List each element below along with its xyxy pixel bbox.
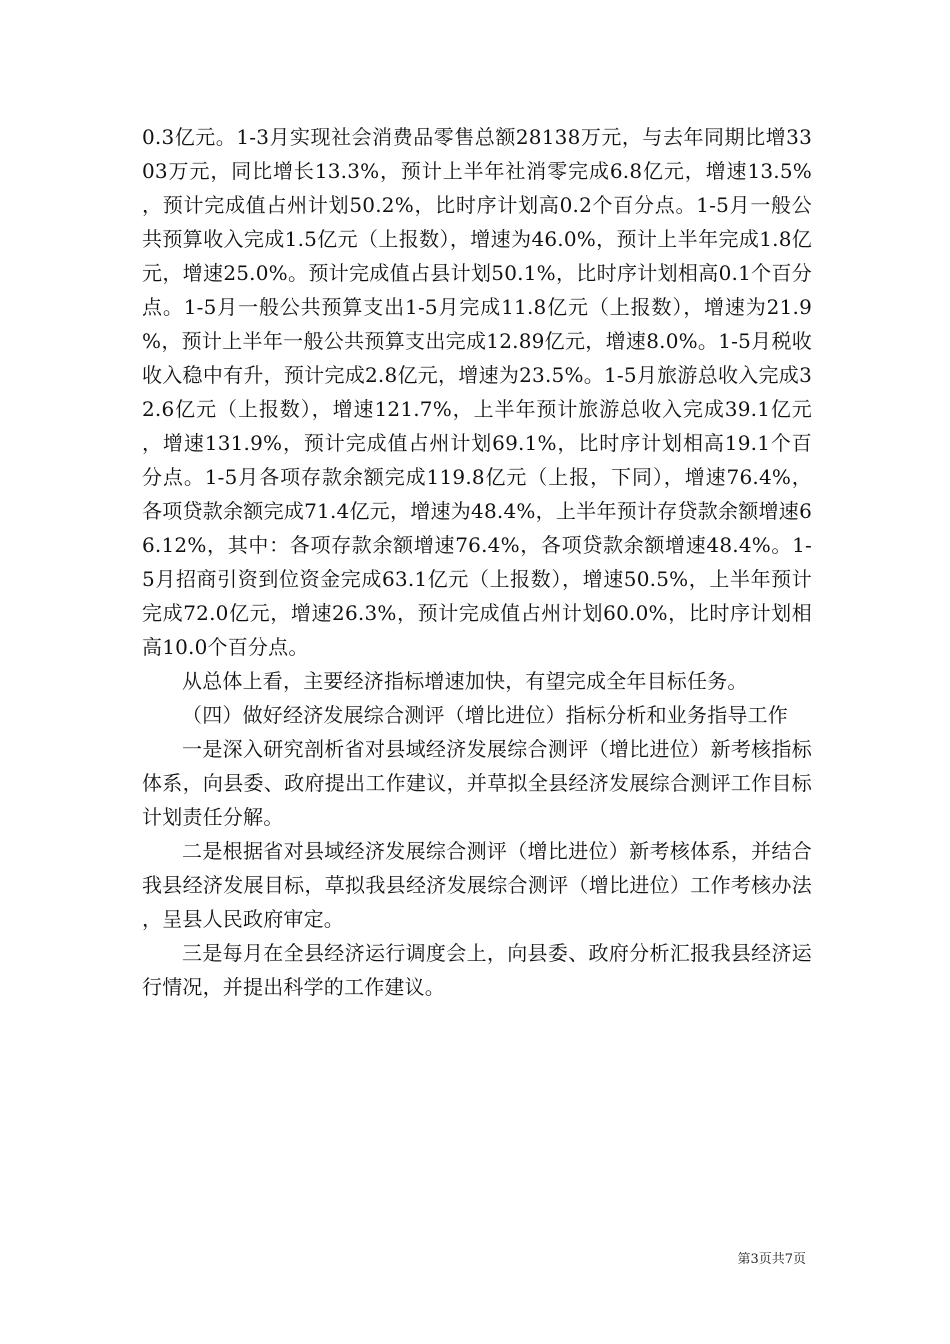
section-heading-4: （四）做好经济发展综合测评（增比进位）指标分析和业务指导工作 — [182, 703, 788, 727]
document-body — [142, 120, 812, 1004]
paragraph-item-1: 一是深入研究剖析省对县域经济发展综合测评（增比进位）新考核指标体系，向县委、政府提出工作建议，并草拟全县经济发展综合测评工作目标计划责任分解。 — [142, 737, 812, 829]
paragraph-item-3: 三是每月在全县经济运行调度会上，向县委、政府分析汇报我县经济运行情况，并提出科学的工作建议。 — [142, 941, 812, 999]
paragraph-economic-indicators: 0.3亿元。1-3月实现社会消费品零售总额28138万元，与去年同期比增3303万元，同比增长13.3%，预计上半年社消零完成6.8亿元，增速13.5%，预计完成值占州计划50.2%，比时序计划高0.2个百分点。1-5月一般公共预算收入完成1.5亿元（上报数），增速为46.0%，预计上半年完成1.8亿元，增速25.0%。预计完成值占县计划50.1%，比时序计划相高0.1个百分点。1-5月一般公共预算支出1-5月完成11.8亿元（上报数），增速为21.9%，预计上半年一般公共预算支出完成12.89亿元，增速8.0%。1-5月税收收入稳中有升，预计完成2.8亿元，增速为23.5%。1-5月旅游总收入完成32.6亿元（上报数），增速121.7%，上半年预计旅游总收入完成39.1亿元，增速131.9%，预计完成值占州计划69.1%，比时序计划相高19.1个百分点。1-5月各项存款余额完成119.8亿元（上报，下同），增速76.4%，各项贷款余额完成71.4亿元，增速为48.4%，上半年预计存贷款余额增速66.12%，其中：各项存款余额增速76.4%，各项贷款余额增速48.4%。1-5月招商引资到位资金完成63.1亿元（上报数），增速50.5%，上半年预计完成72.0亿元，增速26.3%，预计完成值占州计划60.0%，比时序计划相高10.0个百分点。 — [142, 125, 812, 659]
paragraph-item-2: 二是根据省对县域经济发展综合测评（增比进位）新考核体系，并结合我县经济发展目标，草拟我县经济发展综合测评（增比进位）工作考核办法，呈县人民政府审定。 — [142, 839, 812, 931]
paragraph-overall-summary: 从总体上看，主要经济指标增速加快，有望完成全年目标任务。 — [182, 669, 748, 693]
page-number: 第3页共7页 — [737, 1252, 806, 1267]
